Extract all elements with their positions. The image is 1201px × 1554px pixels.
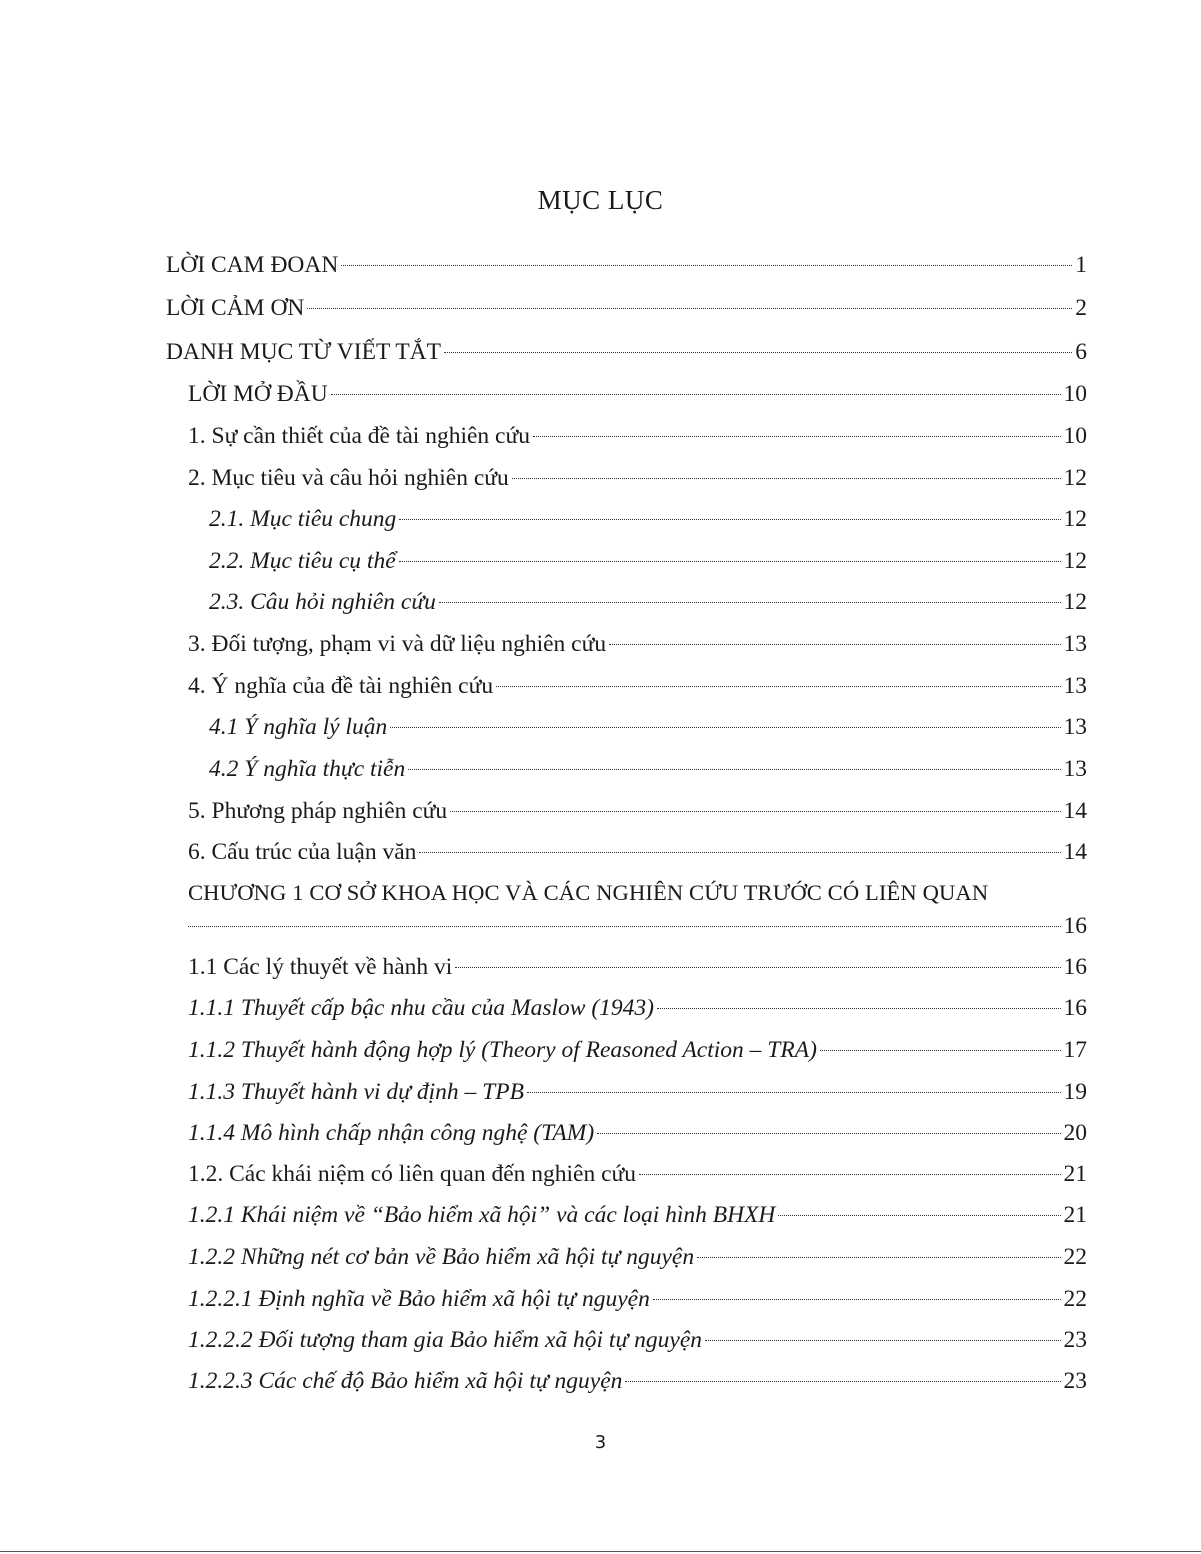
dot-leader xyxy=(450,811,1060,812)
toc-entry-label: 3. Đối tượng, phạm vi và dữ liệu nghiên cứu xyxy=(188,631,607,657)
toc-entry-label: 1.1.4 Mô hình chấp nhận công nghệ (TAM) xyxy=(188,1120,595,1146)
toc-entry-section-1-1-1[interactable] xyxy=(188,993,1087,1023)
dot-leader xyxy=(341,265,1072,266)
toc-entry-label: 1.1.3 Thuyết hành vi dự định – TPB xyxy=(188,1079,524,1105)
dot-leader xyxy=(625,1381,1060,1382)
toc-entry-label: 4. Ý nghĩa của đề tài nghiên cứu xyxy=(188,673,494,699)
toc-entry-page: 12 xyxy=(1063,506,1087,532)
toc-entry-label: 6. Cấu trúc của luận văn xyxy=(188,839,417,865)
toc-entry-label: 4.2 Ý nghĩa thực tiễn xyxy=(209,756,406,782)
dot-leader xyxy=(657,1008,1060,1009)
toc-entry-section-1-1-3[interactable] xyxy=(188,1077,1087,1107)
dot-leader xyxy=(399,519,1060,520)
toc-entry-chapter-1-page-line xyxy=(188,911,1087,941)
toc-entry-page: 10 xyxy=(1063,381,1087,407)
toc-entry-label: LỜI MỞ ĐẦU xyxy=(188,381,328,407)
dot-leader xyxy=(653,1299,1061,1300)
bottom-rule xyxy=(0,1551,1201,1552)
toc-entry-section-1-2-2[interactable] xyxy=(188,1242,1087,1272)
toc-entry-label: 5. Phương pháp nghiên cứu xyxy=(188,798,448,824)
dot-leader xyxy=(609,644,1060,645)
dot-leader xyxy=(527,1092,1061,1093)
toc-entry-label: CHƯƠNG 1 CƠ SỞ KHOA HỌC VÀ CÁC NGHIÊN CỨU TRƯỚC CÓ LIÊN QUAN xyxy=(188,880,989,905)
toc-entry-section-6[interactable] xyxy=(188,837,1087,867)
toc-entry-page: 13 xyxy=(1063,756,1087,782)
toc-entry-loi-cam-on[interactable] xyxy=(166,293,1087,323)
toc-entry-page: 1 xyxy=(1075,252,1087,278)
dot-leader xyxy=(419,852,1060,853)
toc-entry-label: 1.2.2 Những nét cơ bản về Bảo hiểm xã hội tự nguyện xyxy=(188,1244,695,1270)
toc-entry-page: 10 xyxy=(1063,423,1087,449)
toc-entry-label: 1.2. Các khái niệm có liên quan đến nghiên cứu xyxy=(188,1161,637,1187)
toc-entry-label: 2.1. Mục tiêu chung xyxy=(209,506,397,532)
toc-entry-label: LỜI CAM ĐOAN xyxy=(166,252,339,278)
toc-entry-section-1-1[interactable] xyxy=(188,952,1087,982)
dot-leader xyxy=(444,352,1072,353)
toc-entry-label: 2.3. Câu hỏi nghiên cứu xyxy=(209,589,436,615)
toc-entry-section-4[interactable] xyxy=(188,671,1087,701)
toc-entry-page: 19 xyxy=(1063,1079,1087,1105)
toc-entry-label: 1. Sự cần thiết của đề tài nghiên cứu xyxy=(188,423,530,449)
toc-entry-page: 12 xyxy=(1063,465,1087,491)
toc-entry-section-2[interactable] xyxy=(188,463,1087,493)
toc-entry-label: 1.2.2.2 Đối tượng tham gia Bảo hiểm xã hội tự nguyện xyxy=(188,1327,702,1353)
dot-leader xyxy=(533,436,1061,437)
toc-entry-page: 21 xyxy=(1063,1161,1087,1187)
toc-entry-label: 1.1 Các lý thuyết về hành vi xyxy=(188,954,453,980)
dot-leader xyxy=(778,1215,1060,1216)
toc-entry-page: 13 xyxy=(1063,714,1087,740)
dot-leader xyxy=(439,602,1061,603)
toc-entry-section-1-2-2-3[interactable] xyxy=(188,1366,1087,1396)
toc-entry-page: 23 xyxy=(1063,1368,1087,1394)
toc-entry-page: 14 xyxy=(1063,839,1087,865)
toc-entry-page: 16 xyxy=(1063,995,1087,1021)
dot-leader xyxy=(697,1257,1060,1258)
toc-entry-page: 20 xyxy=(1063,1120,1087,1146)
dot-leader xyxy=(188,926,1061,927)
toc-entry-label: 1.2.2.3 Các chế độ Bảo hiểm xã hội tự nguyện xyxy=(188,1368,623,1394)
toc-entry-section-1-1-4[interactable] xyxy=(188,1118,1087,1148)
dot-leader xyxy=(512,478,1061,479)
toc-entry-page: 14 xyxy=(1063,798,1087,824)
dot-leader xyxy=(390,727,1060,728)
toc-entry-section-4-1[interactable] xyxy=(209,712,1087,742)
toc-entry-label: 2. Mục tiêu và câu hỏi nghiên cứu xyxy=(188,465,509,491)
toc-entry-danh-muc[interactable] xyxy=(166,337,1087,367)
toc-entry-loi-mo-dau[interactable] xyxy=(188,379,1087,409)
toc-entry-loi-cam-doan[interactable] xyxy=(166,250,1087,280)
toc-entry-label: 4.1 Ý nghĩa lý luận xyxy=(209,714,388,740)
toc-entry-section-1-2[interactable] xyxy=(188,1159,1087,1189)
toc-entry-label: 2.2. Mục tiêu cụ thể xyxy=(209,548,396,574)
toc-entry-page: 21 xyxy=(1063,1202,1087,1228)
toc-entry-page: 13 xyxy=(1063,631,1087,657)
toc-entry-page: 12 xyxy=(1063,548,1087,574)
toc-entry-page: 12 xyxy=(1063,589,1087,615)
toc-entry-page: 22 xyxy=(1063,1244,1087,1270)
toc-entry-page: 6 xyxy=(1075,339,1087,365)
dot-leader xyxy=(408,769,1060,770)
toc-entry-section-1-2-2-2[interactable] xyxy=(188,1325,1087,1355)
toc-entry-section-1[interactable] xyxy=(188,421,1087,451)
toc-entry-section-2-1[interactable] xyxy=(209,504,1087,534)
dot-leader xyxy=(331,394,1061,395)
toc-entry-section-2-2[interactable] xyxy=(209,546,1087,576)
toc-entry-section-3[interactable] xyxy=(188,629,1087,659)
toc-entry-label: 1.1.2 Thuyết hành động hợp lý (Theory of Reasoned Action – TRA) xyxy=(188,1037,817,1063)
toc-entry-section-1-2-1[interactable] xyxy=(188,1200,1087,1230)
toc-entry-section-4-2[interactable] xyxy=(209,754,1087,784)
toc-entry-section-1-1-2[interactable] xyxy=(188,1035,1087,1065)
dot-leader xyxy=(639,1174,1060,1175)
dot-leader xyxy=(399,561,1061,562)
dot-leader xyxy=(496,686,1060,687)
toc-entry-page: 23 xyxy=(1063,1327,1087,1353)
dot-leader xyxy=(597,1133,1060,1134)
toc-entry-page: 16 xyxy=(1063,913,1087,939)
toc-entry-label: 1.2.1 Khái niệm về “Bảo hiểm xã hội” và các loại hình BHXH xyxy=(188,1202,776,1228)
toc-entry-section-2-3[interactable] xyxy=(209,587,1087,617)
page-number: 3 xyxy=(594,1432,607,1453)
page-title: MỤC LỤC xyxy=(537,185,664,215)
toc-entry-section-1-2-2-1[interactable] xyxy=(188,1284,1087,1314)
toc-entry-section-5[interactable] xyxy=(188,796,1087,826)
toc-entry-label: DANH MỤC TỪ VIẾT TẮT xyxy=(166,339,442,365)
dot-leader xyxy=(455,967,1060,968)
toc-entry-page: 17 xyxy=(1063,1037,1087,1063)
toc-entry-label: 1.2.2.1 Định nghĩa về Bảo hiểm xã hội tự nguyện xyxy=(188,1286,650,1312)
toc-entry-page: 13 xyxy=(1063,673,1087,699)
toc-entry-label: 1.1.1 Thuyết cấp bậc nhu cầu của Maslow (1943) xyxy=(188,995,655,1021)
toc-entry-page: 16 xyxy=(1063,954,1087,980)
dot-leader xyxy=(820,1050,1061,1051)
dot-leader xyxy=(705,1340,1061,1341)
toc-entry-page: 22 xyxy=(1063,1286,1087,1312)
toc-entry-page: 2 xyxy=(1075,295,1087,321)
dot-leader xyxy=(307,308,1072,309)
toc-entry-label: LỜI CẢM ƠN xyxy=(166,295,305,321)
